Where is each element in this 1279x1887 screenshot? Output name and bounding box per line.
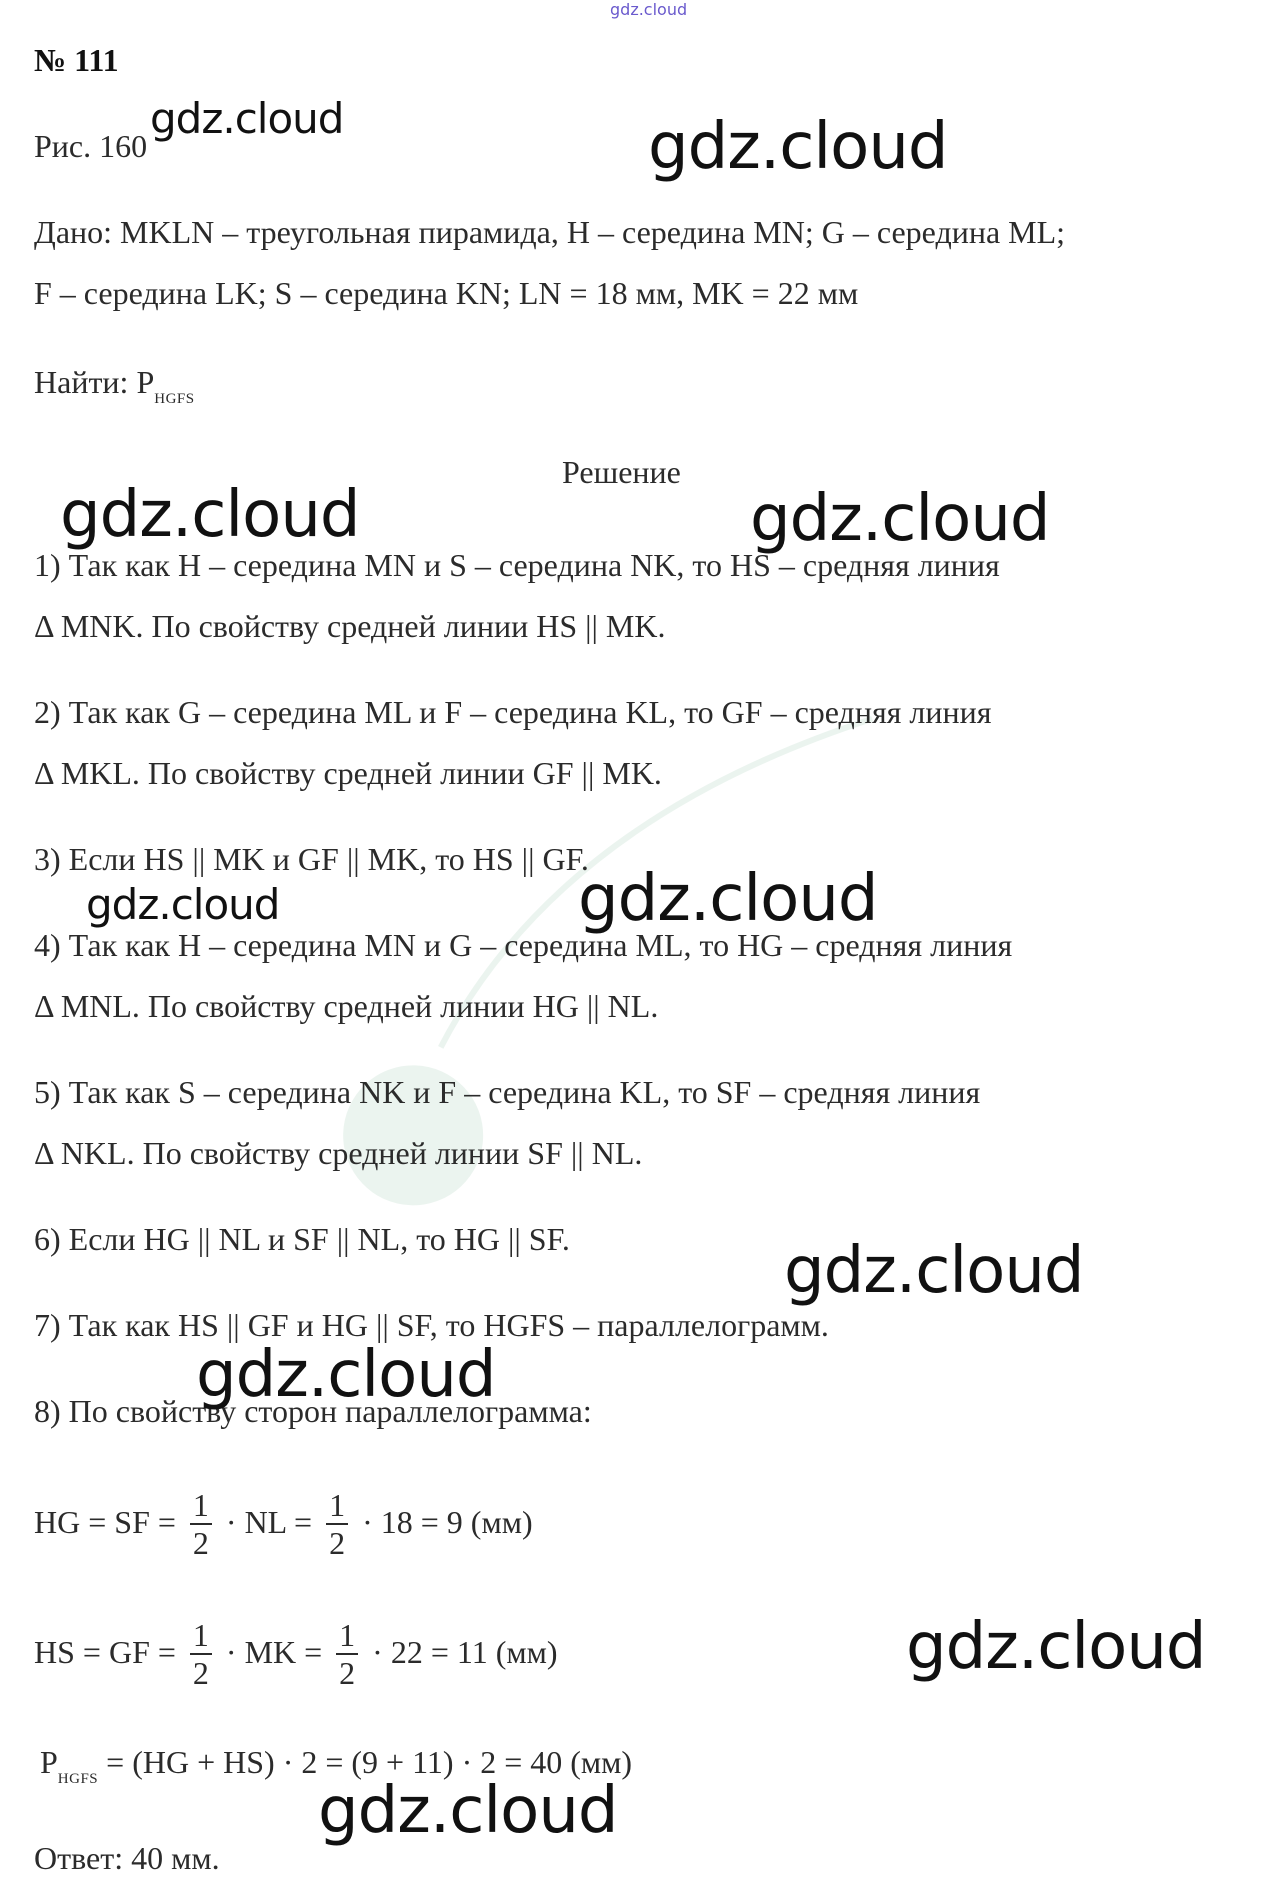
formula-hs-gf (34, 1612, 558, 1693)
step-line: 6) Если HG || NL и SF || NL, то HG || SF. (34, 1221, 570, 1257)
watermark: gdz.cloud (196, 1338, 496, 1412)
task-number: № 111 (34, 42, 119, 78)
perimeter-symbol: P (40, 1744, 58, 1780)
formula-rhs: · 18 = 9 (мм) (362, 1504, 533, 1540)
step-line: 3) Если HS || MK и GF || MK, то HS || GF. (34, 841, 589, 877)
formula-lhs: HS = GF = (34, 1634, 176, 1670)
fraction-denominator: 2 (192, 1654, 209, 1691)
answer: Ответ: 40 мм. (34, 1840, 220, 1876)
fraction-numerator: 1 (190, 1487, 212, 1525)
watermark: gdz.cloud (578, 862, 878, 936)
fraction (190, 1617, 212, 1691)
watermark: gdz.cloud (318, 1774, 618, 1848)
fraction-denominator: 2 (192, 1524, 209, 1561)
watermark: gdz.cloud (648, 110, 948, 184)
step-line: 1) Так как H – середина MN и S – середина NK, то HS – средняя линия (34, 547, 1000, 583)
fraction (336, 1617, 358, 1691)
fraction (190, 1487, 212, 1561)
watermark: gdz.cloud (150, 94, 344, 143)
given-line-2: F – середина LK; S – середина KN; LN = 18 мм, MK = 22 мм (34, 275, 859, 311)
formula-lhs: HG = SF = (34, 1504, 176, 1540)
formula-middle: · MK = (225, 1634, 323, 1670)
find-label: Найти: P (34, 364, 155, 400)
formula-middle: · NL = (225, 1504, 313, 1540)
watermark: gdz.cloud (784, 1234, 1084, 1308)
step-line: 8) По свойству сторон параллелограмма: (34, 1393, 592, 1429)
fraction-numerator: 1 (336, 1617, 358, 1655)
fraction (326, 1487, 348, 1561)
watermark-small: gdz.cloud (610, 0, 688, 19)
formula-rhs: · 22 = 11 (мм) (372, 1634, 558, 1670)
formula-hg-sf (34, 1482, 533, 1563)
step-line: Δ MKL. По свойству средней линии GF || MK. (34, 755, 662, 791)
find-subscript: HGFS (154, 391, 195, 407)
step-line: 4) Так как H – середина MN и G – середина ML, то HG – средняя линия (34, 927, 1013, 963)
step-line: Δ MNL. По свойству средней линии HG || NL. (34, 988, 659, 1024)
fraction-denominator: 2 (329, 1524, 346, 1561)
step-line: 5) Так как S – середина NK и F – середина KL, то SF – средняя линия (34, 1074, 981, 1110)
step-line: Δ MNK. По свойству средней линии HS || MK. (34, 608, 666, 644)
watermark: gdz.cloud (60, 478, 360, 552)
formula-rhs: = (HG + HS) · 2 = (9 + 11) · 2 = 40 (мм) (106, 1744, 633, 1780)
given-line-1: Дано: MKLN – треугольная пирамида, H – середина MN; G – середина ML; (34, 214, 1066, 250)
find-line (34, 362, 195, 419)
fraction-denominator: 2 (339, 1654, 356, 1691)
figure-reference: Рис. 160 (34, 128, 148, 164)
step-line: 2) Так как G – середина ML и F – середина KL, то GF – средняя линия (34, 694, 992, 730)
fraction-numerator: 1 (326, 1487, 348, 1525)
step-line: Δ NKL. По свойству средней линии SF || NL. (34, 1135, 643, 1171)
watermark: gdz.cloud (750, 482, 1050, 556)
solution-title: Решение (562, 454, 681, 490)
watermark: gdz.cloud (86, 880, 280, 929)
watermark: gdz.cloud (906, 1610, 1206, 1684)
step-line: 7) Так как HS || GF и HG || SF, то HGFS – параллелограмм. (34, 1307, 829, 1343)
perimeter-subscript: HGFS (57, 1771, 99, 1787)
fraction-numerator: 1 (190, 1617, 212, 1655)
